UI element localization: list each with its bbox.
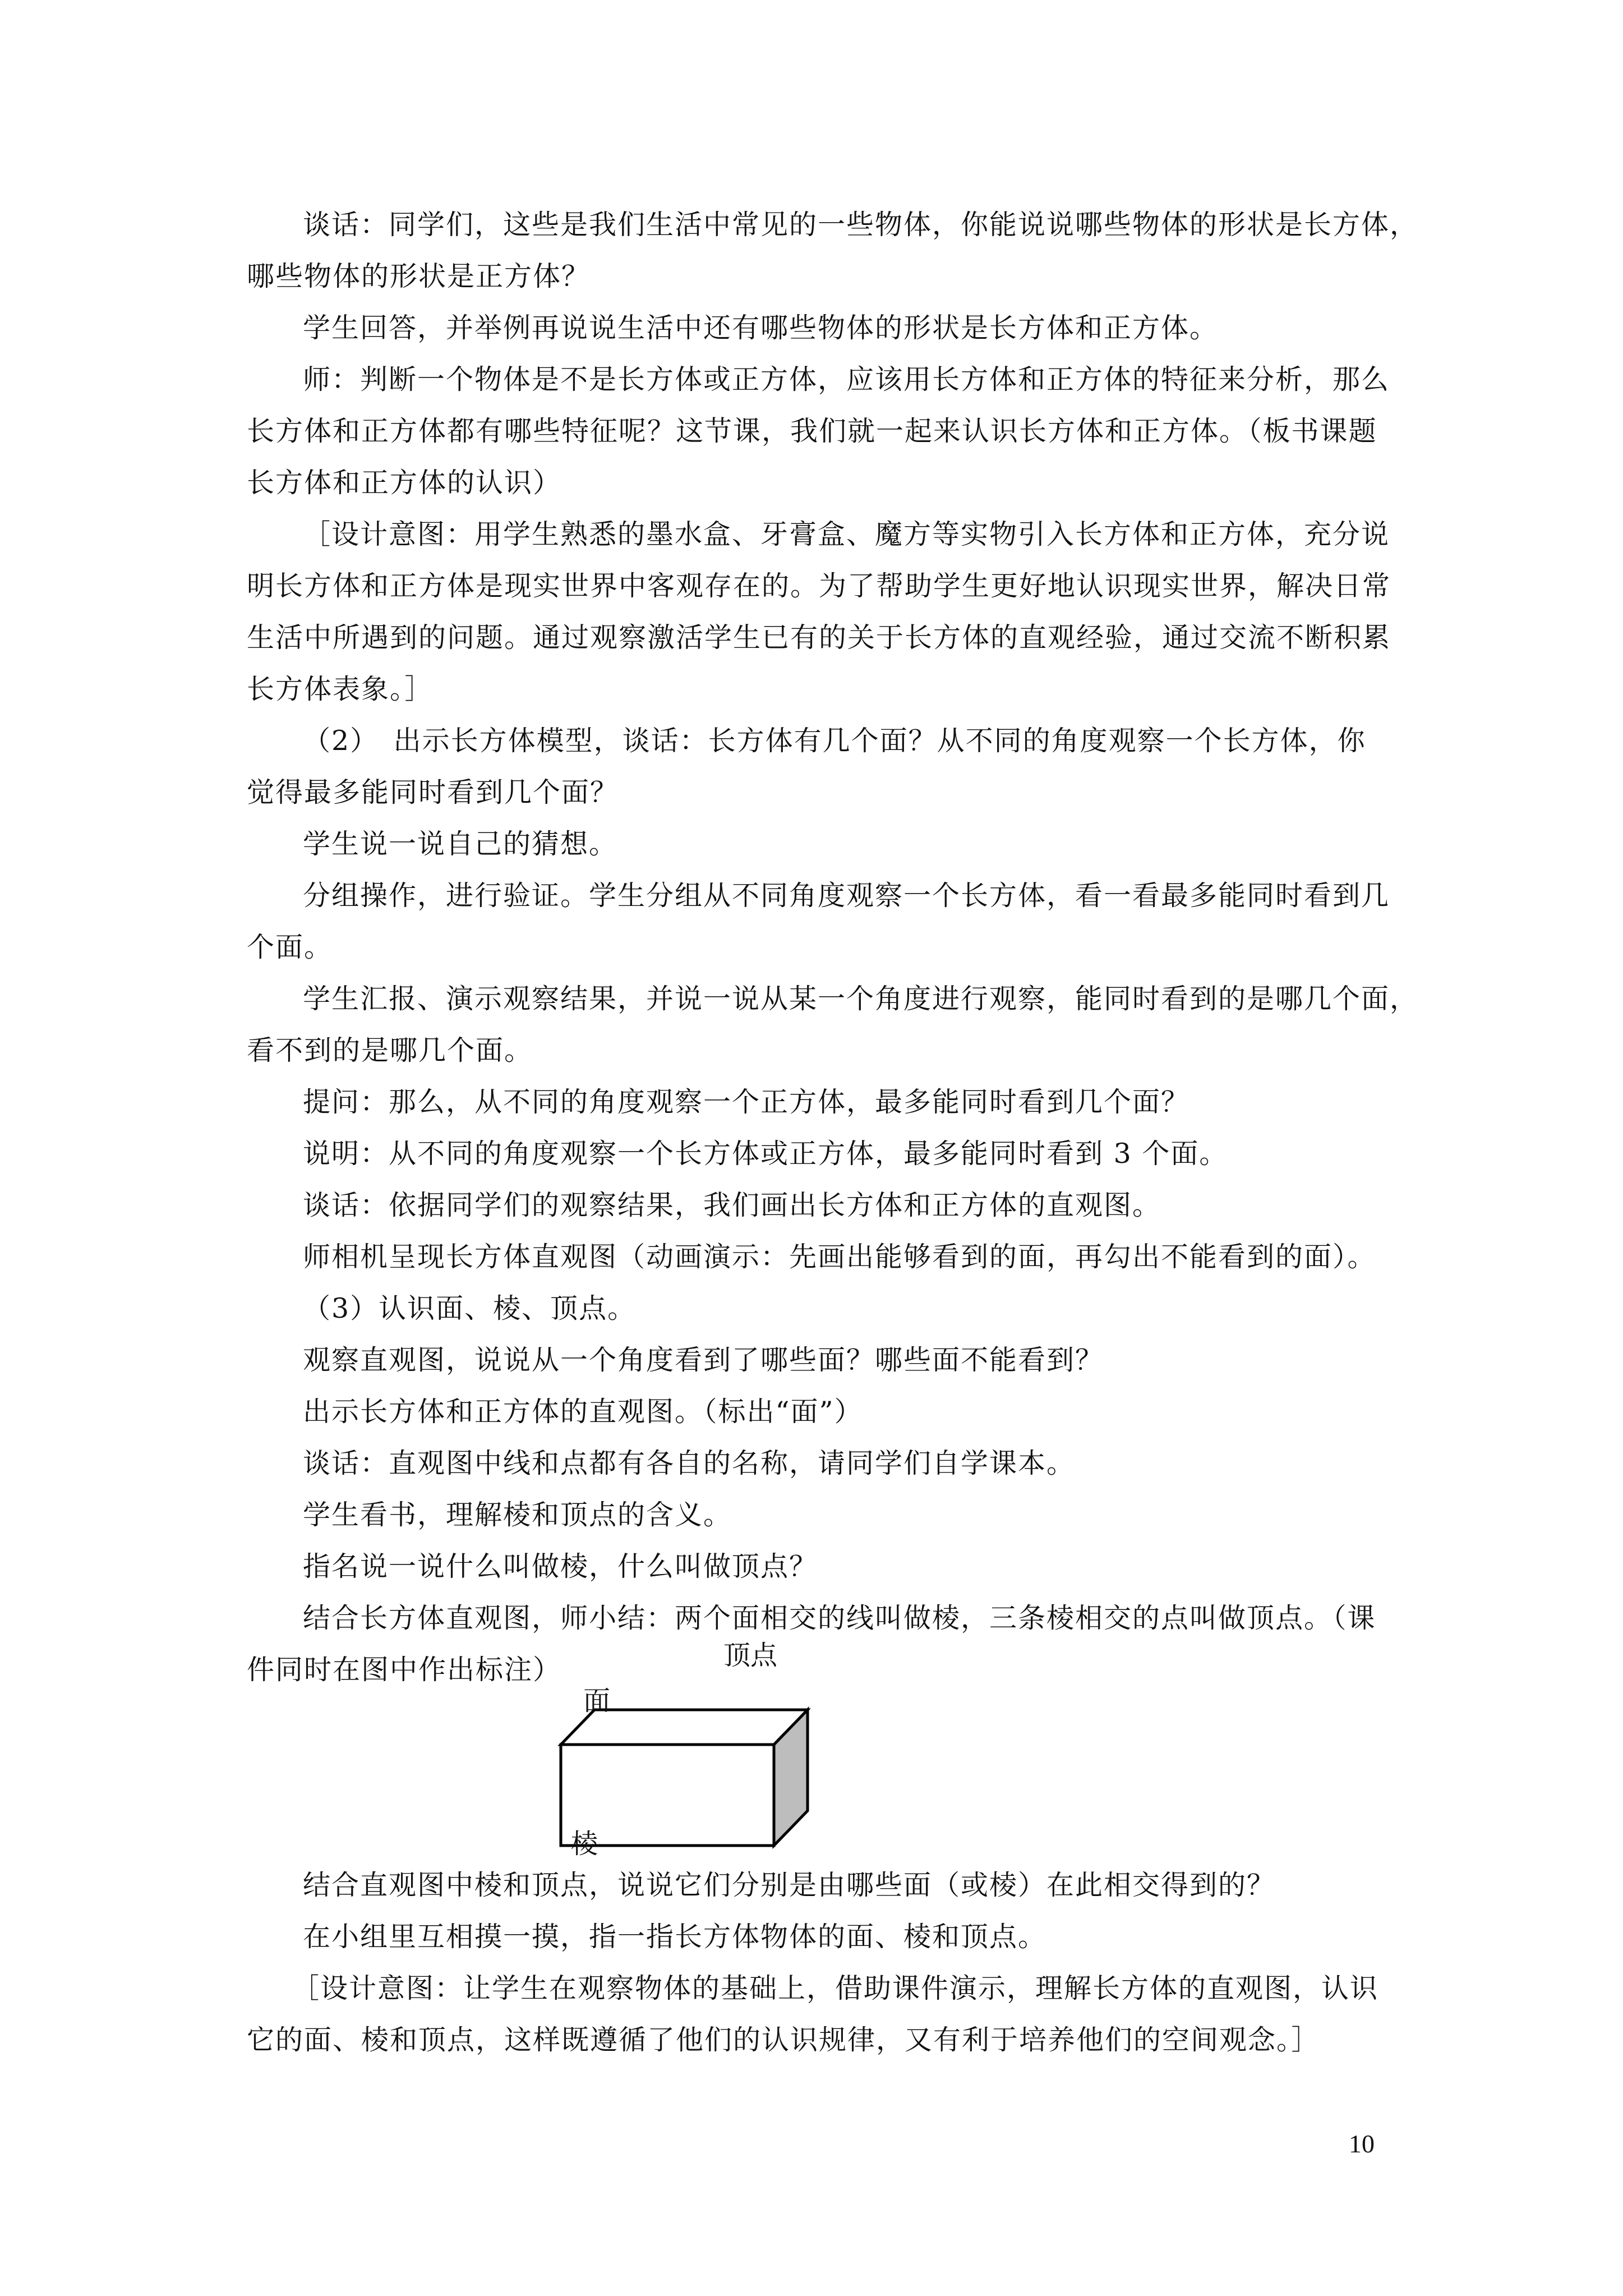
vertex-label: 顶点 <box>723 1640 778 1671</box>
paragraph-line: 它的面、棱和顶点，这样既遵循了他们的认识规律，又有利于培养他们的空间观念。］ <box>247 2024 1320 2056</box>
paragraph-line: 觉得最多能同时看到几个面？ <box>247 776 619 808</box>
paragraph-line: 个面。 <box>247 931 333 963</box>
face-label: 面 <box>583 1685 611 1717</box>
paragraph-line: 哪些物体的形状是正方体？ <box>247 260 591 292</box>
paragraph-line: ［设计意图：用学生熟悉的墨水盒、牙膏盒、魔方等实物引入长方体和正方体，充分说 <box>303 518 1390 550</box>
paragraph-line: 结合长方体直观图，师小结：两个面相交的线叫做棱，三条棱相交的点叫做顶点。（课 <box>303 1602 1376 1634</box>
paragraph-line: 生活中所遇到的问题。通过观察激活学生已有的关于长方体的直观经验，通过交流不断积累 <box>247 622 1391 654</box>
paragraph-line: 学生汇报、演示观察结果，并说一说从某一个角度进行观察，能同时看到的是哪几个面， <box>303 983 1419 1015</box>
paragraph-line: 长方体表象。］ <box>247 673 434 705</box>
paragraph-line: 长方体和正方体的认识） <box>247 467 562 499</box>
paragraph-line: （3）认识面、棱、顶点。 <box>303 1292 637 1324</box>
paragraph-line: 结合直观图中棱和顶点，说说它们分别是由哪些面（或棱）在此相交得到的？ <box>303 1869 1276 1901</box>
paragraph-line: ［设计意图：让学生在观察物体的基础上，借助课件演示，理解长方体的直观图，认识 <box>292 1972 1379 2004</box>
paragraph-line: 指名说一说什么叫做棱，什么叫做顶点？ <box>303 1550 818 1582</box>
paragraph-line: 学生说一说自己的猜想。 <box>303 828 618 860</box>
paragraph-line: 提问：那么，从不同的角度观察一个正方体，最多能同时看到几个面？ <box>303 1086 1190 1118</box>
paragraph-line: 师：判断一个物体是不是长方体或正方体，应该用长方体和正方体的特征来分析，那么 <box>303 364 1390 395</box>
paragraph-line: 分组操作，进行验证。学生分组从不同角度观察一个长方体，看一看最多能同时看到几 <box>303 880 1390 912</box>
page-number: 10 <box>1349 2129 1375 2158</box>
paragraph-line: 在小组里互相摸一摸，指一指长方体物体的面、棱和顶点。 <box>303 1921 1047 1953</box>
paragraph-line: 长方体和正方体都有哪些特征呢？这节课，我们就一起来认识长方体和正方体。（板书课题 <box>247 415 1377 447</box>
paragraph-line: 谈话：同学们，这些是我们生活中常见的一些物体，你能说说哪些物体的形状是长方体， <box>303 209 1419 241</box>
paragraph-line: 件同时在图中作出标注） <box>247 1654 562 1686</box>
paragraph-line: 观察直观图，说说从一个角度看到了哪些面？哪些面不能看到？ <box>303 1344 1104 1376</box>
paragraph-line: （2） 出示长方体模型，谈话：长方体有几个面？从不同的角度观察一个长方体，你 <box>303 725 1366 757</box>
paragraph-line: 说明：从不同的角度观察一个长方体或正方体，最多能同时看到 3 个面。 <box>303 1138 1228 1170</box>
paragraph-line: 明长方体和正方体是现实世界中客观存在的。为了帮助学生更好地认识现实世界，解决日常 <box>247 570 1391 602</box>
paragraph-line: 学生看书，理解棱和顶点的含义。 <box>303 1499 732 1531</box>
paragraph-line: 出示长方体和正方体的直观图。（标出“面”） <box>303 1396 863 1428</box>
paragraph-line: 看不到的是哪几个面。 <box>247 1034 533 1066</box>
edge-label: 棱 <box>571 1828 598 1860</box>
paragraph-line: 谈话：直观图中线和点都有各自的名称，请同学们自学课本。 <box>303 1447 1076 1479</box>
paragraph-line: 师相机呈现长方体直观图（动画演示：先画出能够看到的面，再勾出不能看到的面）。 <box>303 1241 1376 1273</box>
paragraph-line: 学生回答，并举例再说说生活中还有哪些物体的形状是长方体和正方体。 <box>303 312 1219 344</box>
paragraph-line: 谈话：依据同学们的观察结果，我们画出长方体和正方体的直观图。 <box>303 1189 1161 1221</box>
